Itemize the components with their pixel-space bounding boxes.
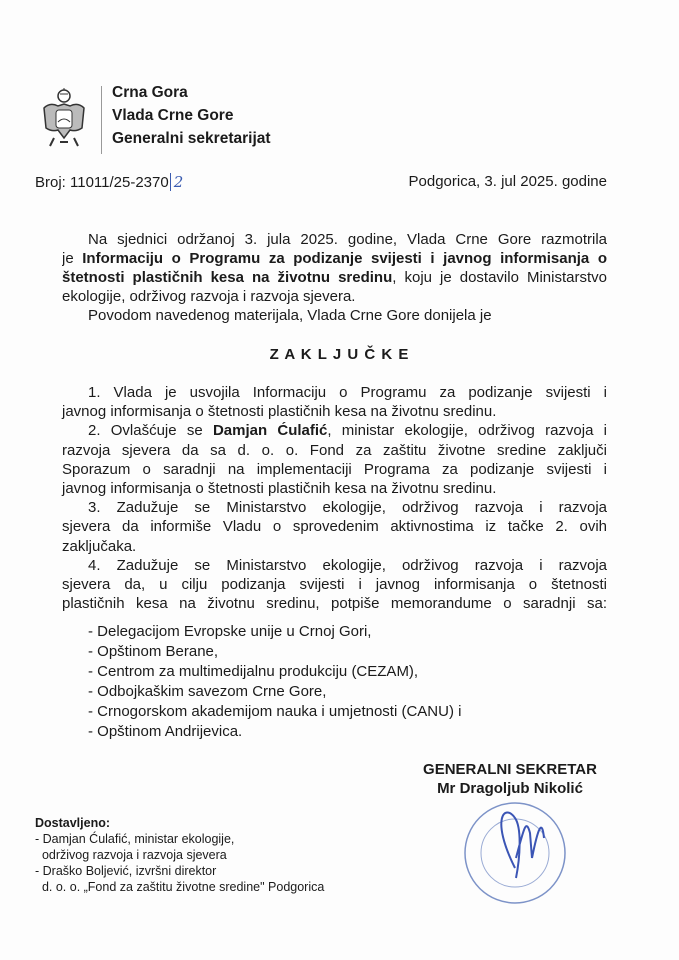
- header-divider: [101, 86, 102, 154]
- partner-item: - Centrom za multimedijalnu produkciju (CEZAM),: [88, 663, 419, 680]
- bold-text: Informaciju o Programu za podizanje svijesti i javnog informisanja o: [82, 250, 607, 267]
- text-line: [88, 307, 492, 325]
- partner-item: - Opštinom Andrijevica.: [88, 723, 243, 740]
- text-line: [88, 422, 607, 440]
- text-line: [62, 288, 355, 306]
- delivered-line: održivog razvoja i razvoja sjevera: [35, 848, 227, 862]
- signatory-title: GENERALNI SEKRETAR: [423, 761, 597, 778]
- text-line: [62, 442, 607, 460]
- partner-item: - Delegacijom Evropske unije u Crnoj Gori,: [88, 623, 372, 640]
- text-segment: Povodom navedenog materijala, Vlada Crne Gore donijela je: [88, 307, 492, 324]
- text-segment: ekologije, održivog razvoja i razvoja sjevera.: [62, 288, 356, 305]
- partner-item: - Crnogorskom akademijom nauka i umjetnosti (CANU) i: [88, 703, 462, 720]
- delivered-line: - Damjan Ćulafić, ministar ekologije,: [35, 832, 235, 846]
- text-segment: Sporazum o saradnji na implementaciji Programa za podizanje svijesti i: [62, 460, 607, 478]
- text-segment: sjevera da, u cilju podizanja svijesti i javnog informisanja o štetnosti: [62, 576, 607, 593]
- text-line: [88, 231, 607, 249]
- text-line: [88, 499, 607, 517]
- text-segment: 4. Zadužuje se Ministarstvo ekologije, održivog razvoja i razvoja: [88, 556, 607, 574]
- place-date: Podgorica, 3. jul 2025. godine: [408, 173, 607, 190]
- delivered-line: d. o. o. „Fond za zaštitu životne sredine" Podgorica: [35, 880, 325, 894]
- partner-item: - Opštinom Berane,: [88, 643, 219, 660]
- text-line: [88, 557, 607, 575]
- text-segment: , koju je dostavilo Ministarstvo: [392, 269, 607, 286]
- text-line: [62, 269, 607, 287]
- reference-number: Broj: 11011/25-2370 2: [35, 173, 184, 191]
- conclusions-heading: Z A K L J U Č K E: [269, 346, 410, 363]
- delivered-line: - Draško Boljević, izvršni direktor: [35, 864, 217, 878]
- text-line: [62, 595, 607, 613]
- header-department: Generalni sekretarijat: [112, 130, 271, 147]
- text-line: [62, 518, 607, 536]
- text-segment: zaključaka.: [62, 537, 137, 555]
- text-segment: razvoja sjevera da sa d. o. o. Fond za zaštitu životne sredine zaključi: [62, 441, 607, 459]
- text-line: [88, 384, 607, 402]
- partner-item: - Odbojkaškim savezom Crne Gore,: [88, 683, 327, 700]
- text-segment: sjevera da informiše Vladu o sprovedenim aktivnostima iz tačke 2. ovih: [62, 518, 607, 536]
- text-segment: javnog informisanja o štetnosti plastičnih kesa na životnu sredinu.: [62, 480, 497, 497]
- text-segment: plastičnih kesa na životnu sredinu, potpiše memorandume o saradnji sa:: [62, 595, 607, 613]
- text-segment: , ministar ekologije, održivog razvoja i: [327, 422, 607, 440]
- text-segment: je: [62, 250, 83, 267]
- coat-of-arms-icon: [40, 88, 88, 152]
- text-segment: javnog informisanja o štetnosti plastičnih kesa na životnu sredinu.: [62, 403, 497, 421]
- header-government: Vlada Crne Gore: [112, 107, 234, 124]
- text-segment: 3. Zadužuje se Ministarstvo ekologije, održivog razvoja i razvoja: [88, 499, 607, 517]
- signatory-name: Mr Dragoljub Nikolić: [437, 780, 583, 797]
- official-stamp: [460, 798, 570, 908]
- text-line: [62, 250, 607, 268]
- text-line: [62, 403, 496, 421]
- text-segment: Na sjednici održanoj 3. jula 2025. godine, Vlada Crne Gore razmotrila: [88, 231, 607, 248]
- delivered-title: Dostavljeno:: [35, 816, 111, 830]
- text-line: [62, 576, 607, 594]
- bold-text: Damjan Ćulafić: [212, 422, 328, 440]
- text-segment: 1. Vlada je usvojila Informaciju o Programu za podizanje svijesti i: [88, 384, 607, 401]
- text-line: [62, 480, 496, 498]
- text-segment: 2. Ovlašćuje se: [88, 422, 213, 440]
- bold-text: štetnosti plastičnih kesa na životnu sredinu: [62, 269, 393, 286]
- text-line: [62, 461, 607, 479]
- text-line: [62, 538, 136, 556]
- header-country: Crna Gora: [112, 84, 188, 101]
